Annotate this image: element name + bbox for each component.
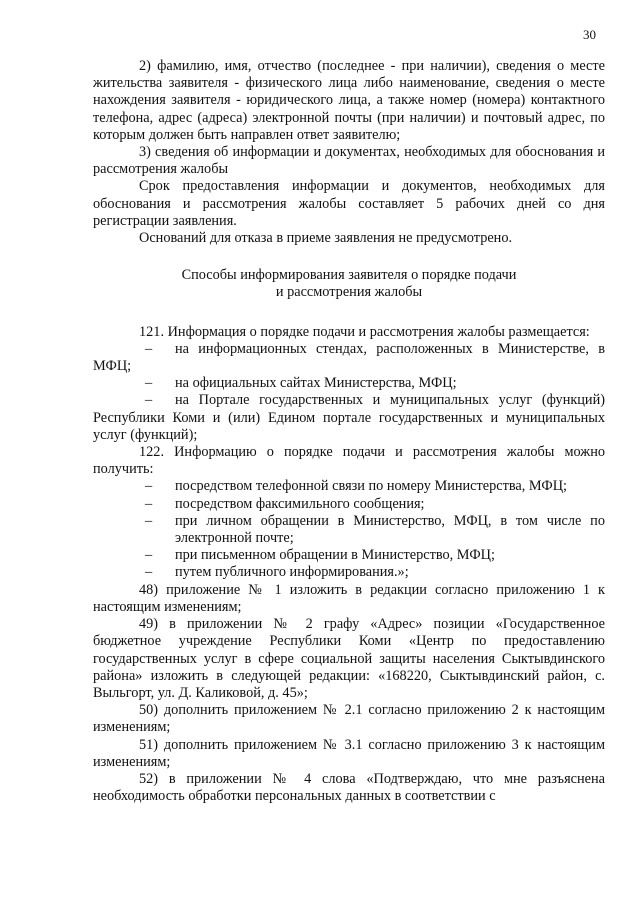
dash-marker: – <box>145 340 153 357</box>
list-item-text: на информационных стендах, расположенных в Министерстве, в МФЦ; <box>93 340 605 375</box>
item-51: 51) дополнить приложением № 3.1 согласно приложению 3 к настоящим изменениям; <box>93 736 605 770</box>
section-heading-line-1: Способы информирования заявителя о порядке подачи <box>181 267 517 284</box>
list-item-text: на Портале государственных и муниципальных услуг (функций) Республики Коми и (или) Едином портале государственных и муниципальных услуг (функций); <box>93 392 605 443</box>
list-item-text: на официальных сайтах Министерства, МФЦ; <box>175 375 457 392</box>
item-52: 52) в приложении № 4 слова «Подтверждаю, что мне разъяснена необходимость обработки персональных данных в соответствии с <box>93 770 605 805</box>
dash-marker: – <box>145 375 153 392</box>
section-heading <box>93 267 605 301</box>
dash-marker: – <box>145 564 153 581</box>
paragraph-documents-info: 3) сведения об информации и документах, необходимых для обоснования и рассмотрения жалобы <box>93 144 605 178</box>
list-item <box>93 392 605 444</box>
item-50: 50) дополнить приложением № 2.1 согласно приложению 2 к настоящим изменениям; <box>93 702 605 736</box>
dash-marker: – <box>145 478 153 495</box>
paragraph-no-refusal: Оснований для отказа в приеме заявления не предусмотрено. <box>139 230 513 247</box>
list-item <box>93 564 605 581</box>
list-item-text: при письменном обращении в Министерство, МФЦ; <box>175 547 495 564</box>
paragraph-deadline: Срок предоставления информации и документов, необходимых для обоснования и рассмотрения жалобы составляет 5 рабочих дней со дня регистрации заявления. <box>93 178 605 229</box>
list-item-text: при личном обращении в Министерство, МФЦ, в том числе по электронной почте; <box>175 512 605 547</box>
section-heading-line-2: и рассмотрения жалобы <box>275 284 423 301</box>
dash-marker: – <box>145 512 153 529</box>
dash-marker: – <box>145 392 153 409</box>
item-48: 48) приложение № 1 изложить в редакции согласно приложению 1 к настоящим изменениям; <box>93 581 605 615</box>
list-item <box>93 478 605 495</box>
page-number: 30 <box>583 27 596 42</box>
dash-marker: – <box>145 547 153 564</box>
list-item-text: посредством факсимильного сообщения; <box>175 495 425 512</box>
paragraph-122: 122. Информацию о порядке подачи и рассмотрения жалобы можно получить: <box>93 444 605 478</box>
list-item <box>93 375 605 392</box>
list-item-text: путем публичного информирования.»; <box>175 564 409 581</box>
list-item <box>93 341 605 375</box>
list-item <box>93 496 605 513</box>
paragraph-contact-info: 2) фамилию, имя, отчество (последнее - при наличии), сведения о месте жительства заявителя - физического лица либо наименование, сведения о месте нахождения заявителя - юридического лица, а также номер (номера) контактного телефона, адрес (адреса) электронной почты (при наличии) и почтовый адрес, по которым должен быть направлен ответ заявителю; <box>93 58 605 143</box>
paragraph-121: 121. Информация о порядке подачи и рассмотрения жалобы размещается: <box>139 323 590 340</box>
document-body <box>93 58 605 805</box>
list-item <box>93 547 605 564</box>
list-item-text: посредством телефонной связи по номеру Министерства, МФЦ; <box>175 478 568 495</box>
item-49: 49) в приложении № 2 графу «Адрес» позиции «Государственное бюджетное учреждение Республики Коми «Центр по предоставлению государственных услуг в сфере социальной защиты населения Сыктывдинского района» изложить в следующей редакции: «168220, Сыктывдинский район, с. Выльгорт, ул. Д. Каликовой, д. 45»; <box>93 616 605 701</box>
dash-marker: – <box>145 495 153 512</box>
list-item <box>93 513 605 547</box>
